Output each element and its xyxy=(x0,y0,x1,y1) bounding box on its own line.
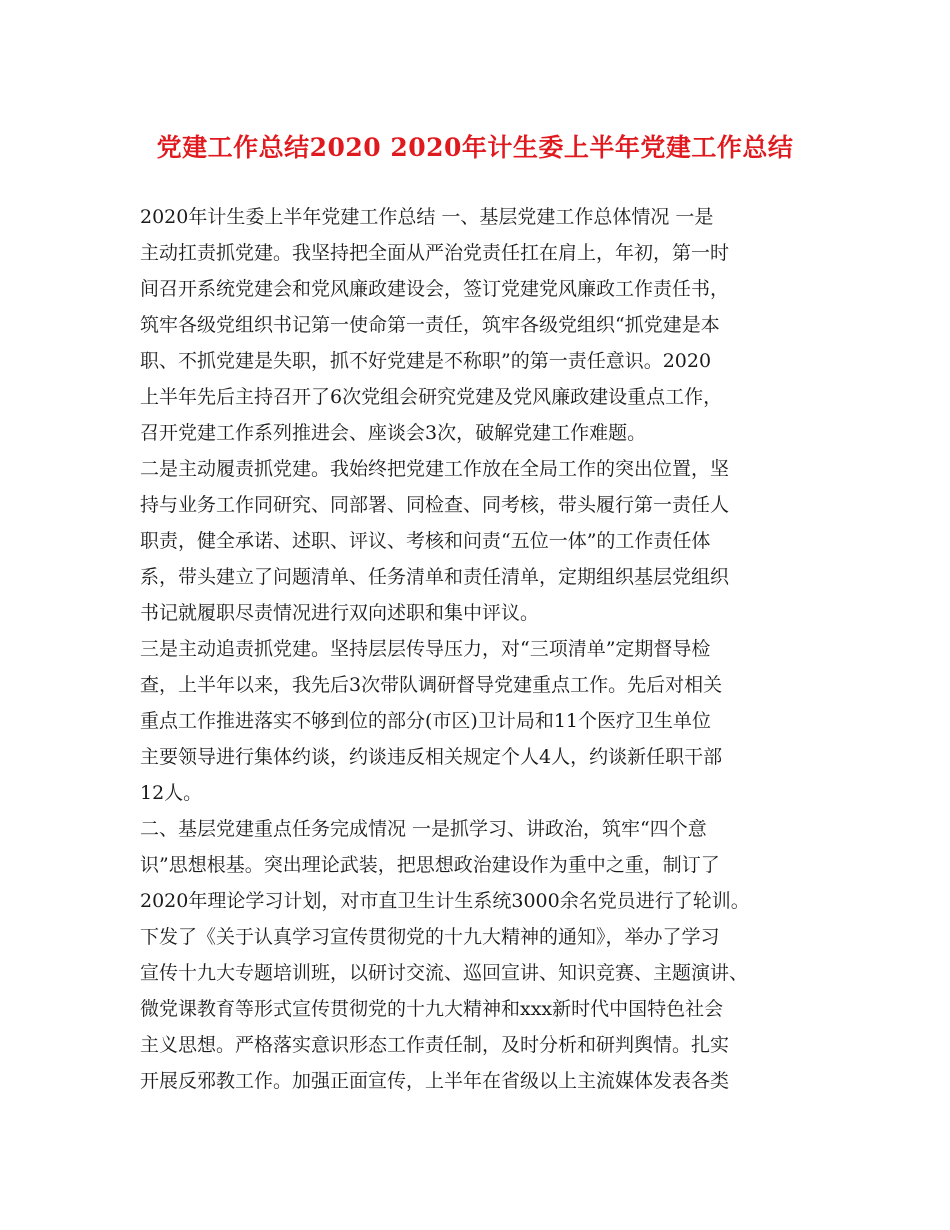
body-line: 召开党建工作系列推进会、座谈会3次，破解党建工作难题。 xyxy=(140,422,647,444)
body-line: 二、基层党建重点任务完成情况 一是抓学习、讲政治，筑牢“四个意 xyxy=(140,818,707,840)
body-line: 主义思想。严格落实意识形态工作责任制，及时分析和研判舆情。扎实 xyxy=(140,1034,730,1056)
body-line: 三是主动追责抓党建。坚持层层传导压力，对“三项清单”定期督导检 xyxy=(140,638,711,660)
body-line: 上半年先后主持召开了6次党组会研究党建及党风廉政建设重点工作， xyxy=(140,386,723,408)
body-line: 职、不抓党建是失职，抓不好党建是不称职”的第一责任意识。2020 xyxy=(140,350,712,372)
body-line: 主动扛责抓党建。我坚持把全面从严治党责任扛在肩上，年初，第一时 xyxy=(140,242,730,264)
document-title: 党建工作总结2020 2020年计生委上半年党建工作总结 xyxy=(156,133,794,162)
document-body xyxy=(140,199,820,1099)
body-line: 系，带头建立了问题清单、任务清单和责任清单，定期组织基层党组织 xyxy=(140,566,730,588)
body-line: 主要领导进行集体约谈，约谈违反相关规定个人4人，约谈新任职干部 xyxy=(140,746,723,768)
body-line: 识”思想根基。突出理论武装，把思想政治建设作为重中之重，制订了 xyxy=(140,854,720,876)
body-line: 二是主动履责抓党建。我始终把党建工作放在全局工作的突出位置，坚 xyxy=(140,458,730,480)
body-line: 2020年理论学习计划，对市直卫生计生系统3000余名党员进行了轮训。 xyxy=(140,890,750,912)
body-line: 重点工作推进落实不够到位的部分(市区)卫计局和11个医疗卫生单位 xyxy=(140,710,712,732)
body-line: 书记就履职尽责情况进行双向述职和集中评议。 xyxy=(140,602,540,624)
body-line: 持与业务工作同研究、同部署、同检查、同考核，带头履行第一责任人 xyxy=(140,494,730,516)
body-line: 下发了《关于认真学习宣传贯彻党的十九大精神的通知》，举办了学习 xyxy=(140,926,720,948)
body-line: 职责，健全承诺、述职、评议、考核和问责“五位一体”的工作责任体 xyxy=(140,530,711,552)
body-line: 宣传十九大专题培训班，以研讨交流、巡回宣讲、知识竞赛、主题演讲、 xyxy=(140,962,749,984)
body-line: 2020年计生委上半年党建工作总结 一、基层党建工作总体情况 一是 xyxy=(140,206,714,228)
body-line: 筑牢各级党组织书记第一使命第一责任，筑牢各级党组织“抓党建是本 xyxy=(140,314,720,336)
body-line: 微党课教育等形式宣传贯彻党的十九大精神和xxx新时代中国特色社会 xyxy=(140,998,724,1020)
body-line: 12人。 xyxy=(140,782,203,804)
body-line: 开展反邪教工作。加强正面宣传，上半年在省级以上主流媒体发表各类 xyxy=(140,1070,730,1092)
body-line: 查，上半年以来，我先后3次带队调研督导党建重点工作。先后对相关 xyxy=(140,674,723,696)
body-line: 间召开系统党建会和党风廉政建设会，签订党建党风廉政工作责任书， xyxy=(140,278,730,300)
